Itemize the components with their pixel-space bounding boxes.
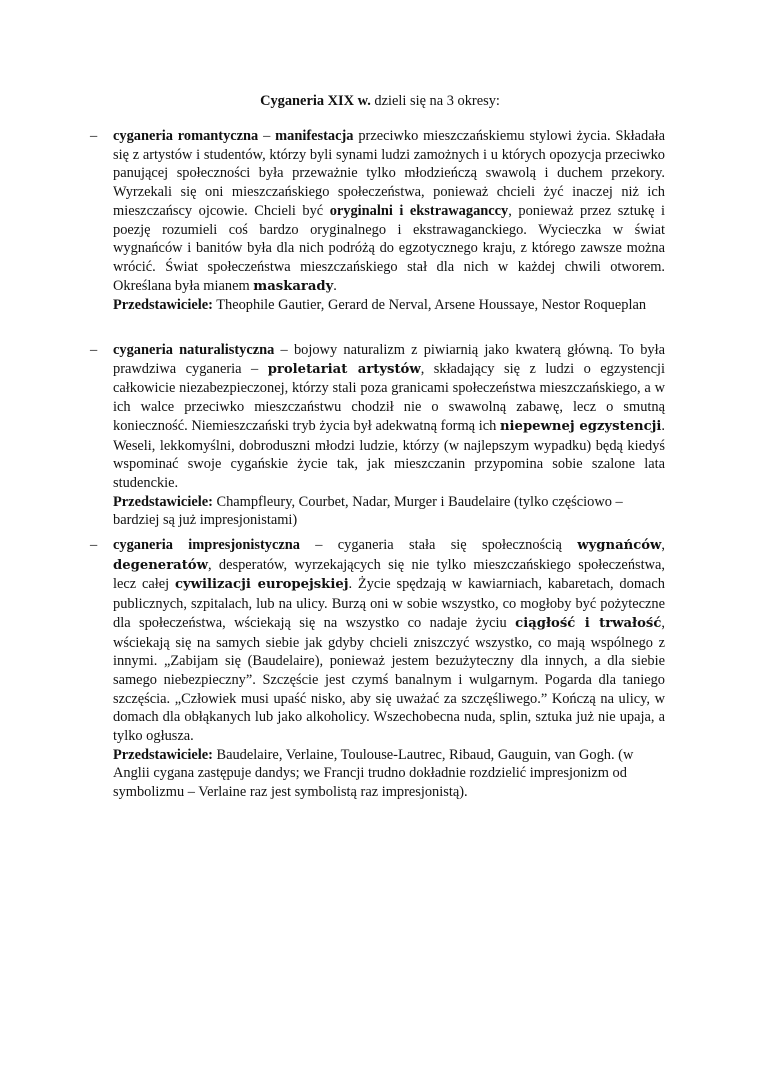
- representatives-label: Przedstawiciele:: [113, 297, 213, 314]
- document-title: [0, 92, 760, 110]
- bold-phrase: proletariat artystów: [267, 361, 421, 377]
- bold-phrase: niepewnej egzystencji: [499, 418, 662, 434]
- separator: –: [274, 342, 294, 358]
- representatives-line: [113, 493, 665, 530]
- body-text: ,: [661, 537, 665, 553]
- body-text: , składający się z ludzi o egzystencji całkowicie niezabezpieczonej, którzy stali poza granicami społeczeństwa mieszczańskiego, a w ich walce przeciwko mieszczaństwu chodził nie o swawolną zabawę, lecz o smutną konieczność. Niemieszczański tryb życia był adekwatną formą ich: [113, 360, 665, 434]
- section-heading: cyganeria impresjonistyczna: [113, 537, 300, 553]
- representatives-names: Theophile Gautier, Gerard de Nerval, Arsene Houssaye, Nestor Roqueplan: [212, 297, 647, 314]
- body-text: , wściekają się na samych siebie jak gdyby chcieli zniszczyć wszystko, co mają wspólnego z innymi. „Zabijam się (Baudelaire), ponieważ jestem bezużyteczny dla innych, a dla siebie samego niebezpieczny”. Szczęście jest czymś banalnym i wulgarnym. Pogarda dla taniego szczęścia. „Człowiek musi upaść nisko, aby się uważać za szczęśliwego.” Kończą na ulicy, w domach dla obłąkanych lub jako alkoholicy. Wszechobecna nuda, splin, sztuka już nie upaja, a tylko ogłusza.: [113, 614, 665, 745]
- bold-phrase: oryginalni i ekstrawaganccy: [329, 202, 509, 219]
- section-body: [113, 536, 665, 802]
- bold-phrase: degeneratów: [113, 557, 208, 573]
- section-heading: cyganeria romantyczna: [113, 128, 259, 144]
- bold-phrase: wygnańców: [577, 538, 662, 553]
- bold-phrase: maskarady: [253, 278, 334, 294]
- section-heading: cyganeria naturalistyczna: [113, 342, 275, 358]
- body-text: przeciwko mieszczańskiemu stylowi życia. Składała się z artystów i studentów, którzy byli synami ludzi zamożnych i u których opozycja przeciwko panującej społeczności była przeważnie tylko młodzieńczą swawolą i duchem przekory. Wyrzekali się oni mieszczańskiego społeczeństwa, ponieważ chcieli żyć inaczej niż ich mieszczańscy ojcowie. Chcieli być: [113, 128, 666, 219]
- body-text: .: [333, 277, 337, 294]
- body-text: , desperatów, wyrzekających się nie tylko mieszczańskiego społeczeństwa, lecz całej: [113, 556, 665, 593]
- section-paragraph: [113, 341, 665, 493]
- section-body: [113, 341, 665, 530]
- separator: –: [258, 128, 276, 144]
- bullet-dash: –: [90, 342, 98, 358]
- section-body: [113, 127, 665, 315]
- body-text: bojowy naturalizm z piwiarnią jako kwaterą główną. To była prawdziwa cyganeria –: [113, 342, 665, 377]
- title-rest: dzieli się na 3 okresy:: [370, 93, 500, 109]
- bold-phrase: ciągłość i trwałość: [515, 615, 662, 631]
- representatives-names: Champfleury, Courbet, Nadar, Murger i Baudelaire (tylko częściowo – bardziej są już impresjonistami): [113, 493, 623, 529]
- representatives-names: Baudelaire, Verlaine, Toulouse-Lautrec, Ribaud, Gauguin, van Gogh. (w Anglii cygana zastępuje dandys; we Francji trudno dokładnie rozdzielić impresjonizm od symbolizmu – Verlaine raz jest symbolistą raz impresjonistą).: [113, 746, 634, 801]
- body-text: , ponieważ przez sztukę i poezję rozumieli coś bardzo oryginalnego i ekstrawaganckiego. Wycieczka w świat wygnańców i banitów była dla nich podróżą do egzotycznego kraju, z którego zawsze można wrócić. Świat społeczeństwa mieszczańskiego stał dla nich w każdej chwili otworem. Określana była mianem: [113, 202, 665, 294]
- bold-phrase: manifestacja: [275, 128, 354, 144]
- section-paragraph: [113, 536, 665, 746]
- representatives-line: [113, 746, 665, 802]
- bullet-dash: –: [90, 537, 98, 553]
- representatives-label: Przedstawiciele:: [113, 746, 213, 763]
- section-paragraph: [113, 127, 665, 296]
- body-text: cyganeria stała się społecznością: [337, 537, 578, 553]
- body-text: . Weseli, lekkomyślni, dobroduszni młodzi ludzie, którzy (w najlepszym wypadku) będą kiedyś wspominać swoje cygańskie życie tak, jak mieszczanin przypomina sobie szalone lata studenckie.: [113, 417, 665, 491]
- bullet-dash: –: [90, 128, 98, 144]
- representatives-line: [113, 296, 665, 315]
- representatives-label: Przedstawiciele:: [113, 493, 213, 510]
- separator: –: [299, 537, 338, 553]
- title-bold: Cyganeria XIX w.: [260, 93, 371, 109]
- body-text: . Życie spędzają w kawiarniach, kabaretach, domach publicznych, szpitalach, lub na ulicy. Burzą oni w sobie wszystko, co mogłoby być pożyteczne dla społeczeństwa, wściekają się na wszystko co nadaje życiu: [113, 576, 665, 631]
- bold-phrase: cywilizacji europejskiej: [174, 577, 349, 593]
